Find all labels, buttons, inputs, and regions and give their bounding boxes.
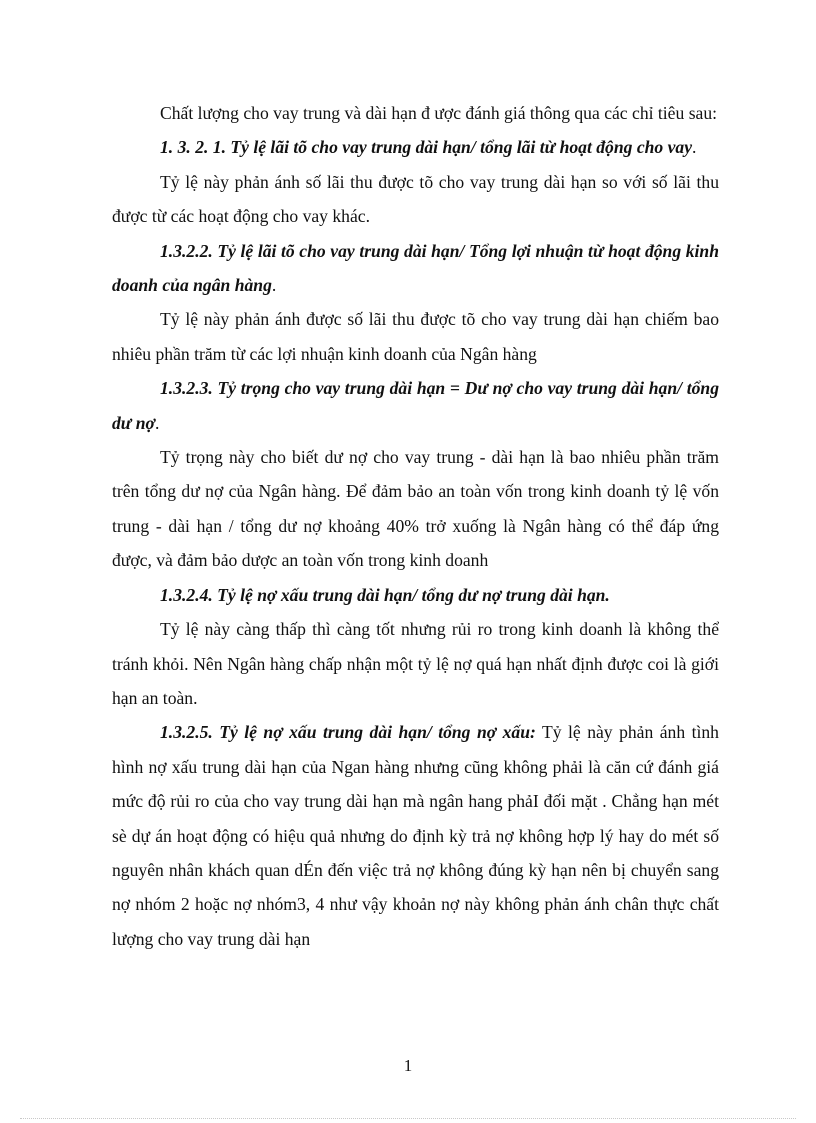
- heading-period: .: [692, 137, 697, 158]
- section-heading-1-3-2-4: 1.3.2.4. Tỷ lệ nợ xấu trung dài hạn/ tổng dư nợ trung dài hạn.: [160, 584, 610, 605]
- heading-text: 1.3.2.3. Tỷ trọng cho vay trung dài hạn = Dư nợ cho vay trung dài hạn/ tổng dư nợ: [112, 378, 719, 433]
- paragraph-loan-share: Tỷ trọng này cho biết dư nợ cho vay trung - dài hạn là bao nhiêu phần trăm trên tổng dư nợ của Ngân hàng. Để đảm bảo an toàn vốn trong kinh doanh tỷ lệ vốn trung - dài hạn / tổng dư nợ khoảng 40% trở xuống là Ngân hàng có thể đáp ứng được, và đảm bảo dược an toàn vốn trong kinh doanh: [112, 447, 719, 571]
- heading-period: .: [271, 275, 277, 296]
- section-heading-1-3-2-3: [112, 371, 719, 440]
- paragraph-bad-debt-ratio: Tỷ lệ này càng thấp thì càng tốt nhưng rủi ro trong kinh doanh là không thể tránh khỏi. Nên Ngân hàng chấp nhận một tỷ lệ nợ quá hạn nhất định được coi là giới hạn an toàn.: [112, 619, 719, 708]
- document-body: [112, 96, 719, 956]
- paragraph-text: Tỷ lệ này phản ánh tình hình nợ xấu trung dài hạn của Ngan hàng nhưng cũng không phải là căn cứ đánh giá mức độ rủi ro của cho vay trung dài hạn mà ngân hang phảI đối mặt . Chẳng hạn mét sè dự án hoạt động có hiệu quả nhưng do định kỳ trả nợ không hợp lý hay do mét số nguyên nhân khách quan dÉn đến việc trả nợ không đúng kỳ hạn nên bị chuyển sang nợ nhóm 2 hoặc nợ nhóm3, 4 như vậy khoản nợ này không phản ánh chân thực chất lượng cho vay trung dài hạn: [112, 722, 719, 949]
- paragraph-bad-debt-total: [112, 715, 719, 956]
- page-bottom-divider: [20, 1118, 796, 1119]
- paragraph-profit-ratio: Tỷ lệ này phản ánh được số lãi thu được tõ cho vay trung dài hạn chiếm bao nhiêu phần trăm từ các lợi nhuận kinh doanh của Ngân hàng: [112, 309, 719, 364]
- section-heading-1-3-2-5: 1.3.2.5. Tỷ lệ nợ xấu trung dài hạn/ tổng nợ xấu:: [160, 722, 536, 743]
- heading-text: 1. 3. 2. 1. Tỷ lệ lãi tõ cho vay trung dài hạn/ tổng lãi từ hoạt động cho vay: [160, 137, 693, 158]
- heading-period: .: [154, 412, 160, 433]
- page-number: 1: [403, 1056, 413, 1075]
- heading-text: 1.3.2.2. Tỷ lệ lãi tõ cho vay trung dài hạn/ Tổng lợi nhuận từ hoạt động kinh doanh của ngân hàng: [112, 240, 719, 296]
- section-heading-1-3-2-1: [112, 130, 719, 164]
- section-heading-1-3-2-2: [112, 234, 719, 303]
- paragraph-interest-ratio: Tỷ lệ này phản ánh số lãi thu được tõ cho vay trung dài hạn so với số lãi thu được từ các hoạt động cho vay khác.: [112, 171, 719, 227]
- intro-paragraph: Chất lượng cho vay trung và dài hạn đ ược đánh giá thông qua các chỉ tiêu sau:: [160, 103, 718, 123]
